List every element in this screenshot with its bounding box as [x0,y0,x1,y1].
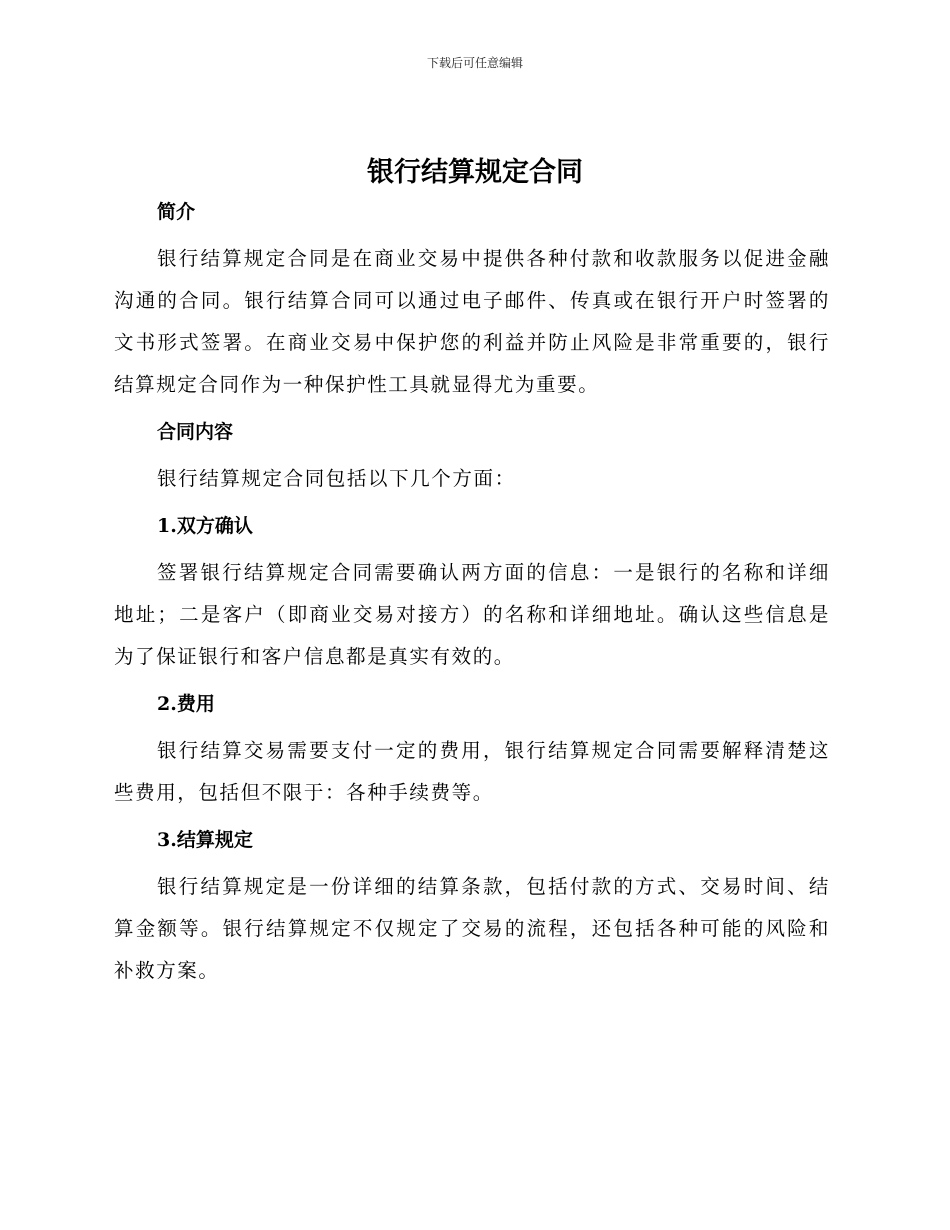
section-heading-item2: 2.费用 [157,693,215,715]
section-heading-item3: 3.结算规定 [157,829,253,851]
header-note: 下载后可任意编辑 [426,56,523,70]
document-title: 银行结算规定合同 [367,157,583,188]
document-body [114,192,830,992]
paragraph-content: 银行结算规定合同包括以下几个方面： [157,467,516,490]
paragraph-intro: 银行结算规定合同是在商业交易中提供各种付款和收款服务以促进金融沟通的合同。银行结算合同可以通过电子邮件、传真或在银行开户时签署的文书形式签署。在商业交易中保护您的利益并防止风险是非常重要的，银行结算规定合同作为一种保护性工具就显得尤为重要。 [114,247,830,396]
paragraph-item1: 签署银行结算规定合同需要确认两方面的信息：一是银行的名称和详细地址；二是客户（即商业交易对接方）的名称和详细地址。确认这些信息是为了保证银行和客户信息都是真实有效的。 [114,561,830,668]
section-heading-item1: 1.双方确认 [157,515,253,537]
paragraph-item2: 银行结算交易需要支付一定的费用，银行结算规定合同需要解释清楚这些费用，包括但不限于：各种手续费等。 [114,739,830,804]
paragraph-item3: 银行结算规定是一份详细的结算条款，包括付款的方式、交易时间、结算金额等。银行结算规定不仅规定了交易的流程，还包括各种可能的风险和补救方案。 [114,875,830,982]
section-heading-intro: 简介 [157,201,196,223]
section-heading-content: 合同内容 [157,421,234,443]
